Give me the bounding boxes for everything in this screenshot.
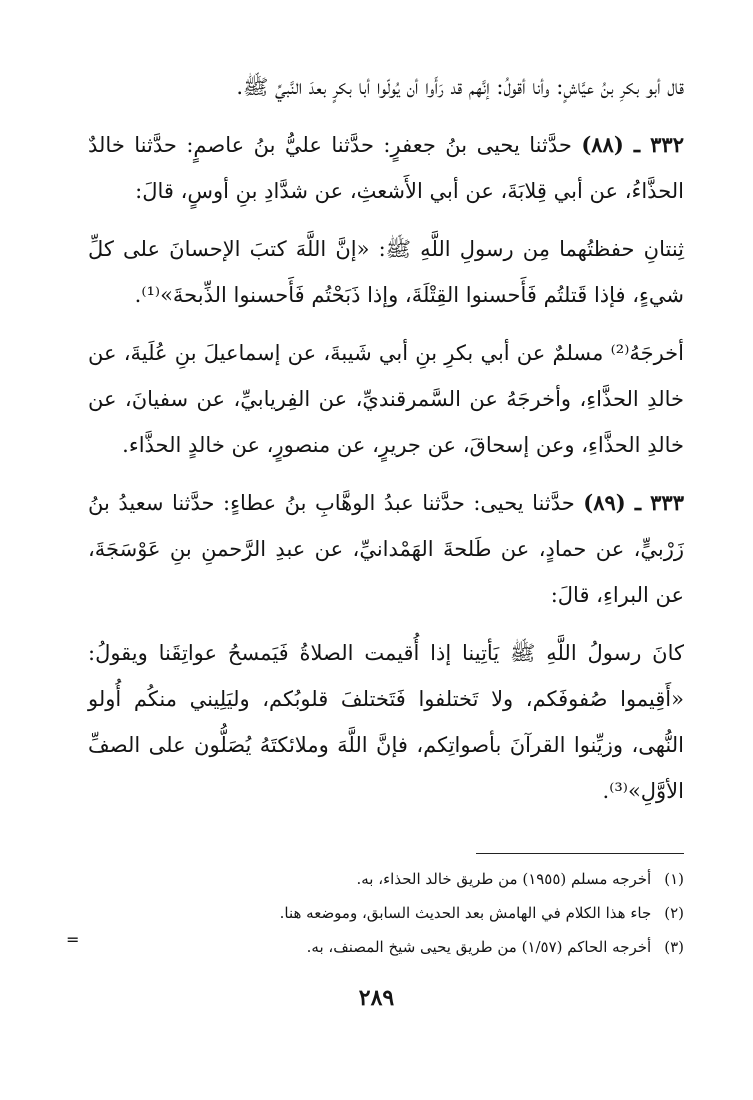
paragraph-text: ثِنتانِ حفظتُهما مِن رسولِ اللَّهِ ﷺ: «إنَّ اللَّهَ كتبَ الإحسانَ على كلِّ شيءٍ، فإذا قَتلتُم فَأَحسنوا القِتْلَةَ، وإذا ذَبَحْتُم فَأَحسنوا الذِّبحةَ»⁽¹⁾. (88, 237, 684, 307)
paragraph-text: حدَّثنا يحيى: حدَّثنا عبدُ الوهَّابِ بنُ عطاءٍ: حدَّثنا سعيدُ بنُ زَرْبيٍّ، عن حمادٍ، عن طَلحةَ الهَمْدانيِّ، عن عبدِ الرَّحمنِ بنِ عَوْسَجَةَ، عن البراءِ، قالَ: (88, 491, 684, 607)
footnote-item (88, 862, 684, 896)
hadith-number: ٣٣٢ ـ (٨٨) (581, 132, 684, 157)
paragraph-hadith-matn (88, 630, 684, 814)
paragraph-text: كانَ رسولُ اللَّهِ ﷺ يَأتِينا إذا أُقيمت الصلاةُ فَيَمسحُ عواتِقَنا ويقولُ: «أَقِيموا صُفوفَكم، ولا تَختلفوا فَتَختلفَ قلوبُكم، وليَلِيني منكُم أُولو النُّهى، وزيِّنوا القرآنَ بأصواتِكم، فإنَّ اللَّهَ وملائكتَهُ يُصَلُّون على الصفِّ الأوَّلِ»⁽³⁾. (88, 641, 684, 803)
paragraph-takhrij (88, 330, 684, 468)
paragraph-hadith-332 (88, 122, 684, 214)
paragraph-hadith-matn (88, 226, 684, 318)
hadith-number: ٣٣٣ ـ (٨٩) (583, 490, 684, 515)
paragraph-text: حدَّثنا يحيى بنُ جعفرٍ: حدَّثنا عليُّ بنُ عاصمٍ: حدَّثنا خالدٌ الحذَّاءُ، عن أبي قِلابَةَ، عن أبي الأَشعثِ، عن شدَّادِ بنِ أوسٍ، قالَ: (88, 133, 684, 203)
paragraph-text: أخرجَهُ⁽²⁾ مسلمٌ عن أبي بكرِ بنِ أبي شَيبةَ، عن إسماعيلَ بنِ عُلَيةَ، عن خالدِ الحذَّاءِ، وأخرجَهُ عن السَّمرقنديِّ، عن الفِريابيِّ، عن سفيانَ، عن خالدِ الحذَّاءِ، وعن إسحاقَ، عن جريرٍ، عن منصورٍ، عن خالدٍ الحذَّاء. (88, 341, 684, 457)
footnote-divider (476, 853, 684, 854)
page-number: ٢٨٩ (358, 985, 395, 1011)
footnotes (88, 862, 684, 964)
footnote-text: أخرجه الحاكم (١/٥٧) من طريق يحيى شيخ المصنف، به. (306, 938, 652, 956)
paragraph-text: قال أبو بكرِ بنُ عيَّاشٍ: وأنا أقولُ: إنَّهم قد رَأَوا أن يُولّوا أبا بكرٍ بعدَ النَّبيِّ ﷺ. (236, 75, 684, 99)
paragraph-hadith-333 (88, 480, 684, 618)
footnote-text: أخرجه مسلم (١٩٥٥) من طريق خالد الحذاء، به. (356, 870, 652, 888)
footnote-item (88, 896, 684, 930)
footnote-marker: (٢) (664, 904, 684, 922)
footnote-text: جاء هذا الكلام في الهامش بعد الحديث السابق، وموضعه هنا. (279, 904, 652, 922)
footnote-marker: (٣) (664, 938, 684, 956)
continuation-mark: = (66, 930, 80, 949)
footnote-marker: (١) (664, 870, 684, 888)
main-text (88, 64, 684, 826)
paragraph-narration (88, 64, 684, 110)
footnote-item (88, 930, 684, 964)
